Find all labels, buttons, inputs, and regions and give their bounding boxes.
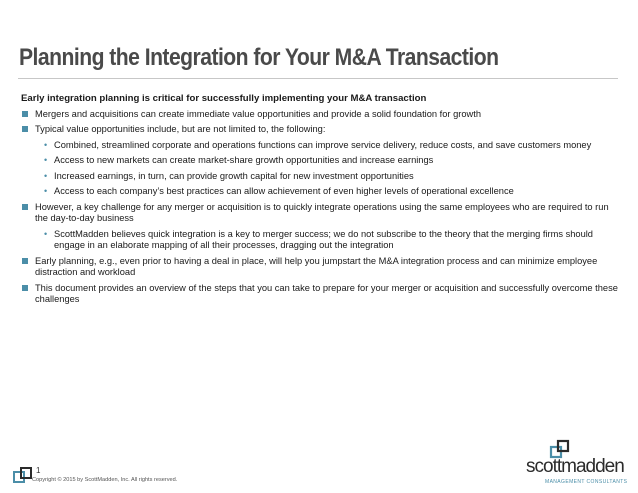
bullet-item bbox=[21, 202, 619, 252]
bullet-list bbox=[21, 109, 619, 306]
sub-bullet-list bbox=[35, 140, 619, 198]
title-divider bbox=[18, 78, 618, 79]
bullet-text: Typical value opportunities include, but are not limited to, the following: bbox=[35, 124, 326, 134]
interlocking-squares-icon bbox=[13, 466, 35, 486]
sub-bullet-item bbox=[35, 186, 619, 198]
sub-bullet-item bbox=[35, 229, 619, 252]
slide-title: Planning the Integration for Your M&A Transaction bbox=[19, 44, 499, 71]
logo-tagline: MANAGEMENT CONSULTANTS bbox=[545, 479, 628, 485]
bullet-text: However, a key challenge for any merger or acquisition is to quickly integrate operations using the same employees who are required to run the day-to-day business bbox=[35, 201, 609, 223]
square-bullet-icon bbox=[22, 126, 28, 132]
dot-bullet-icon: • bbox=[44, 170, 48, 181]
bullet-item bbox=[21, 256, 619, 279]
sub-bullet-text: Increased earnings, in turn, can provide growth capital for new investment opportunities bbox=[54, 170, 414, 181]
page-number: 1 bbox=[36, 466, 41, 475]
square-bullet-icon bbox=[22, 111, 28, 117]
dot-bullet-icon: • bbox=[44, 228, 48, 239]
company-logo bbox=[526, 439, 626, 487]
bullet-item bbox=[21, 109, 619, 121]
slide-body bbox=[21, 93, 619, 310]
bullet-text: Early planning, e.g., even prior to having a deal in place, will help you jumpstart the M&A integration process and can minimize employee distraction and workload bbox=[35, 255, 598, 277]
square-bullet-icon bbox=[22, 258, 28, 264]
sub-bullet-item bbox=[35, 155, 619, 167]
bullet-item bbox=[21, 283, 619, 306]
sub-bullet-item bbox=[35, 171, 619, 183]
sub-bullet-text: Combined, streamlined corporate and operations functions can improve service delivery, reduce costs, and save customers money bbox=[54, 139, 592, 150]
square-bullet-icon bbox=[22, 204, 28, 210]
copyright-notice: Copyright © 2015 by ScottMadden, Inc. All rights reserved. bbox=[32, 477, 178, 483]
bullet-item bbox=[21, 124, 619, 198]
bullet-text: Mergers and acquisitions can create immediate value opportunities and provide a solid foundation for growth bbox=[35, 108, 481, 119]
dot-bullet-icon: • bbox=[44, 139, 48, 150]
bullet-text: This document provides an overview of the steps that you can take to prepare for your merger or acquisition and successfully overcome these challenges bbox=[35, 282, 618, 304]
sub-bullet-text: Access to new markets can create market-share growth opportunities and increase earnings bbox=[54, 155, 434, 165]
sub-bullet-text: Access to each company’s best practices can allow achievement of even higher levels of operational excellence bbox=[54, 186, 514, 196]
sub-bullet-text: ScottMadden believes quick integration is a key to merger success; we do not subscribe to the theory that the merging firms should engage in an elaborate mapping of all their processes, dragging out the integration bbox=[54, 228, 593, 250]
sub-bullet-item bbox=[35, 140, 619, 152]
logo-wordmark: scottmadden bbox=[526, 456, 624, 477]
dot-bullet-icon: • bbox=[44, 186, 48, 196]
dot-bullet-icon: • bbox=[44, 155, 48, 165]
lead-statement: Early integration planning is critical for successfully implementing your M&A transaction bbox=[21, 93, 427, 104]
sub-bullet-list bbox=[35, 229, 619, 252]
square-bullet-icon bbox=[22, 285, 28, 291]
